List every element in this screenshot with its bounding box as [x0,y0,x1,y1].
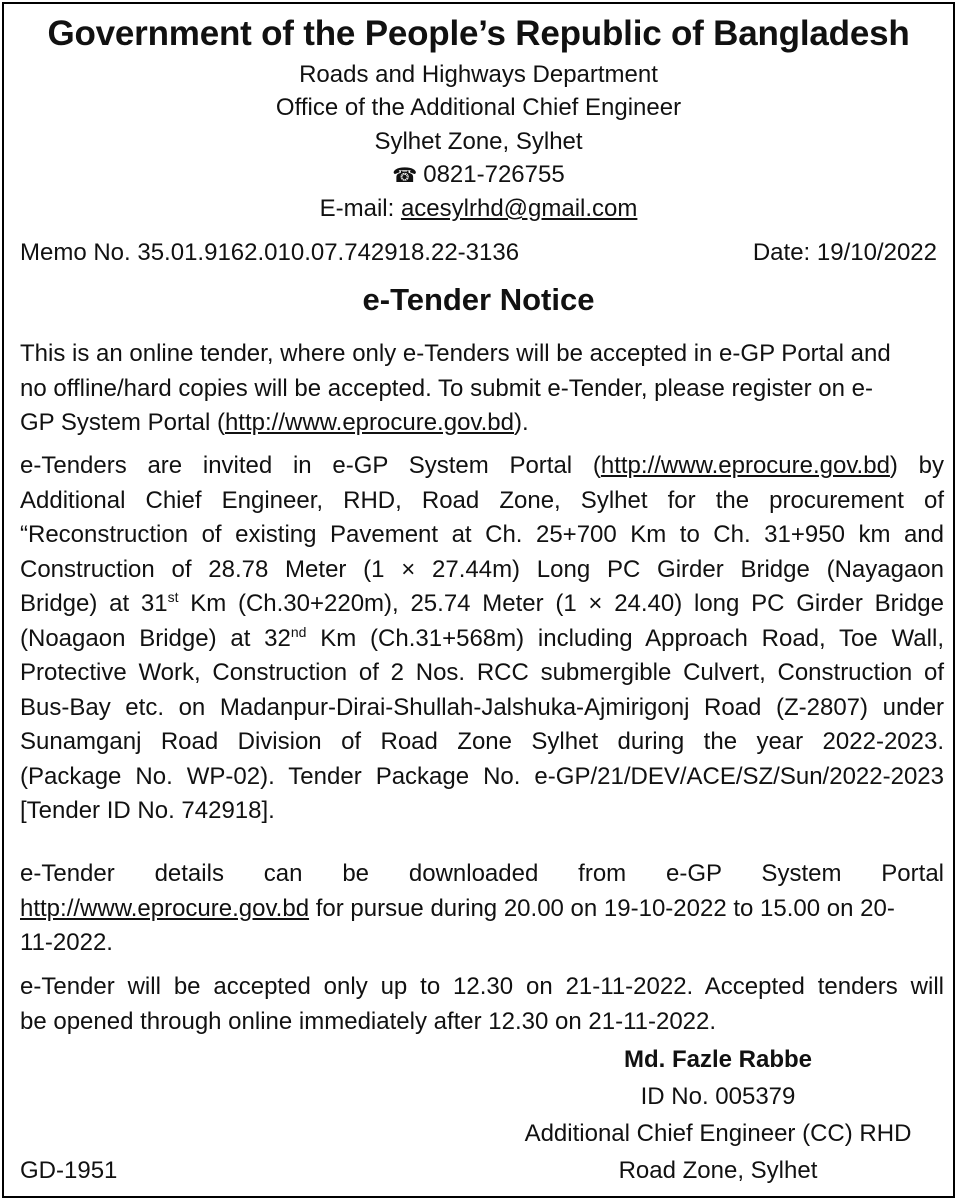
text-line [20,587,944,622]
email-link[interactable]: acesylrhd@gmail.com [400,195,638,222]
text-line: Bus-Bay etc. on Madanpur-Dirai-Shullah-Jalshuka-Ajmirigonj Road (Z-2807) under [20,693,944,721]
text-line [20,406,944,441]
memo-row [20,239,937,267]
eprocure-link[interactable]: http://www.eprocure.gov.bd [224,409,514,436]
paragraph-download-details [20,857,944,961]
paragraph-invitation [20,449,944,829]
eprocure-link[interactable]: http://www.eprocure.gov.bd [20,894,310,922]
text-fragment: GP System Portal ( [20,409,225,436]
notice-title: e-Tender Notice [362,282,595,317]
eprocure-link[interactable]: http://www.eprocure.gov.bd [600,452,890,479]
text-line: no offline/hard copies will be accepted. To submit e-Tender, please register on e- [20,374,873,402]
signatory-office: Road Zone, Sylhet [618,1157,818,1184]
text-line: e-Tender details can be downloaded from e-GP System Portal [20,860,944,887]
signatory-designation: Additional Chief Engineer (CC) RHD [524,1120,912,1147]
text-line: “Reconstruction of existing Pavement at Ch. 25+700 Km to Ch. 31+950 km and [20,521,944,548]
text-fragment: (Noagaon Bridge) at 32 [20,624,291,652]
text-line: e-Tender will be accepted only up to 12.30 on 21-11-2022. Accepted tenders will [20,973,944,1000]
text-line [20,622,944,657]
text-fragment: Bridge) at 31 [20,590,168,617]
paragraph-online-tender [20,337,944,441]
phone-line [4,161,953,190]
text-line: Additional Chief Engineer, RHD, Road Zone, Sylhet for the procurement of [20,486,944,514]
text-line: This is an online tender, where only e-Tenders will be accepted in e-GP Portal and [20,340,891,367]
zone-name: Sylhet Zone, Sylhet [374,128,583,155]
text-fragment: for pursue during 20.00 on 19-10-2022 to 15.00 on 20- [309,894,895,922]
gd-code: GD-1951 [20,1157,118,1184]
text-fragment: ) by [889,452,944,479]
telephone-icon: ☎ [392,165,418,187]
phone-number: 0821-726755 [423,161,565,188]
text-line: Sunamganj Road Division of Road Zone Sylhet during the year 2022-2023. [20,728,944,755]
office-name: Office of the Additional Chief Engineer [275,94,682,121]
text-line [20,449,944,484]
text-line: Protective Work, Construction of 2 Nos. RCC submergible Culvert, Construction of [20,659,944,686]
tender-notice-page [2,2,955,1198]
email-label: E-mail: [319,195,401,222]
text-line [20,892,944,927]
text-fragment: ). [514,409,529,436]
text-line: (Package No. WP-02). Tender Package No. e-GP/21/DEV/ACE/SZ/Sun/2022-2023 [20,762,944,790]
text-line: be opened through online immediately after 12.30 on 21-11-2022. [20,1007,717,1035]
signatory-name: Md. Fazle Rabbe [623,1046,813,1073]
text-line: Construction of 28.78 Meter (1 × 27.44m) Long PC Girder Bridge (Nayagaon [20,555,944,583]
ordinal-superscript: nd [290,623,307,640]
text-line: 11-2022. [20,929,113,956]
text-fragment: e-Tenders are invited in e-GP System Portal ( [20,452,601,479]
memo-date: Date: 19/10/2022 [752,239,937,266]
paragraph-acceptance [20,970,944,1039]
department-name: Roads and Highways Department [299,61,658,88]
ordinal-superscript: st [167,589,179,605]
government-title: Government of the People’s Republic of Bangladesh [47,14,910,53]
text-fragment: Km (Ch.31+568m) including Approach Road, Toe Wall, [306,624,944,652]
text-fragment: Km (Ch.30+220m), 25.74 Meter (1 × 24.40) long PC Girder Bridge [178,590,944,617]
memo-number: Memo No. 35.01.9162.010.07.742918.22-3136 [20,239,520,266]
text-line: [Tender ID No. 742918]. [20,797,275,824]
email-line [4,195,953,223]
signatory-id: ID No. 005379 [640,1083,796,1110]
